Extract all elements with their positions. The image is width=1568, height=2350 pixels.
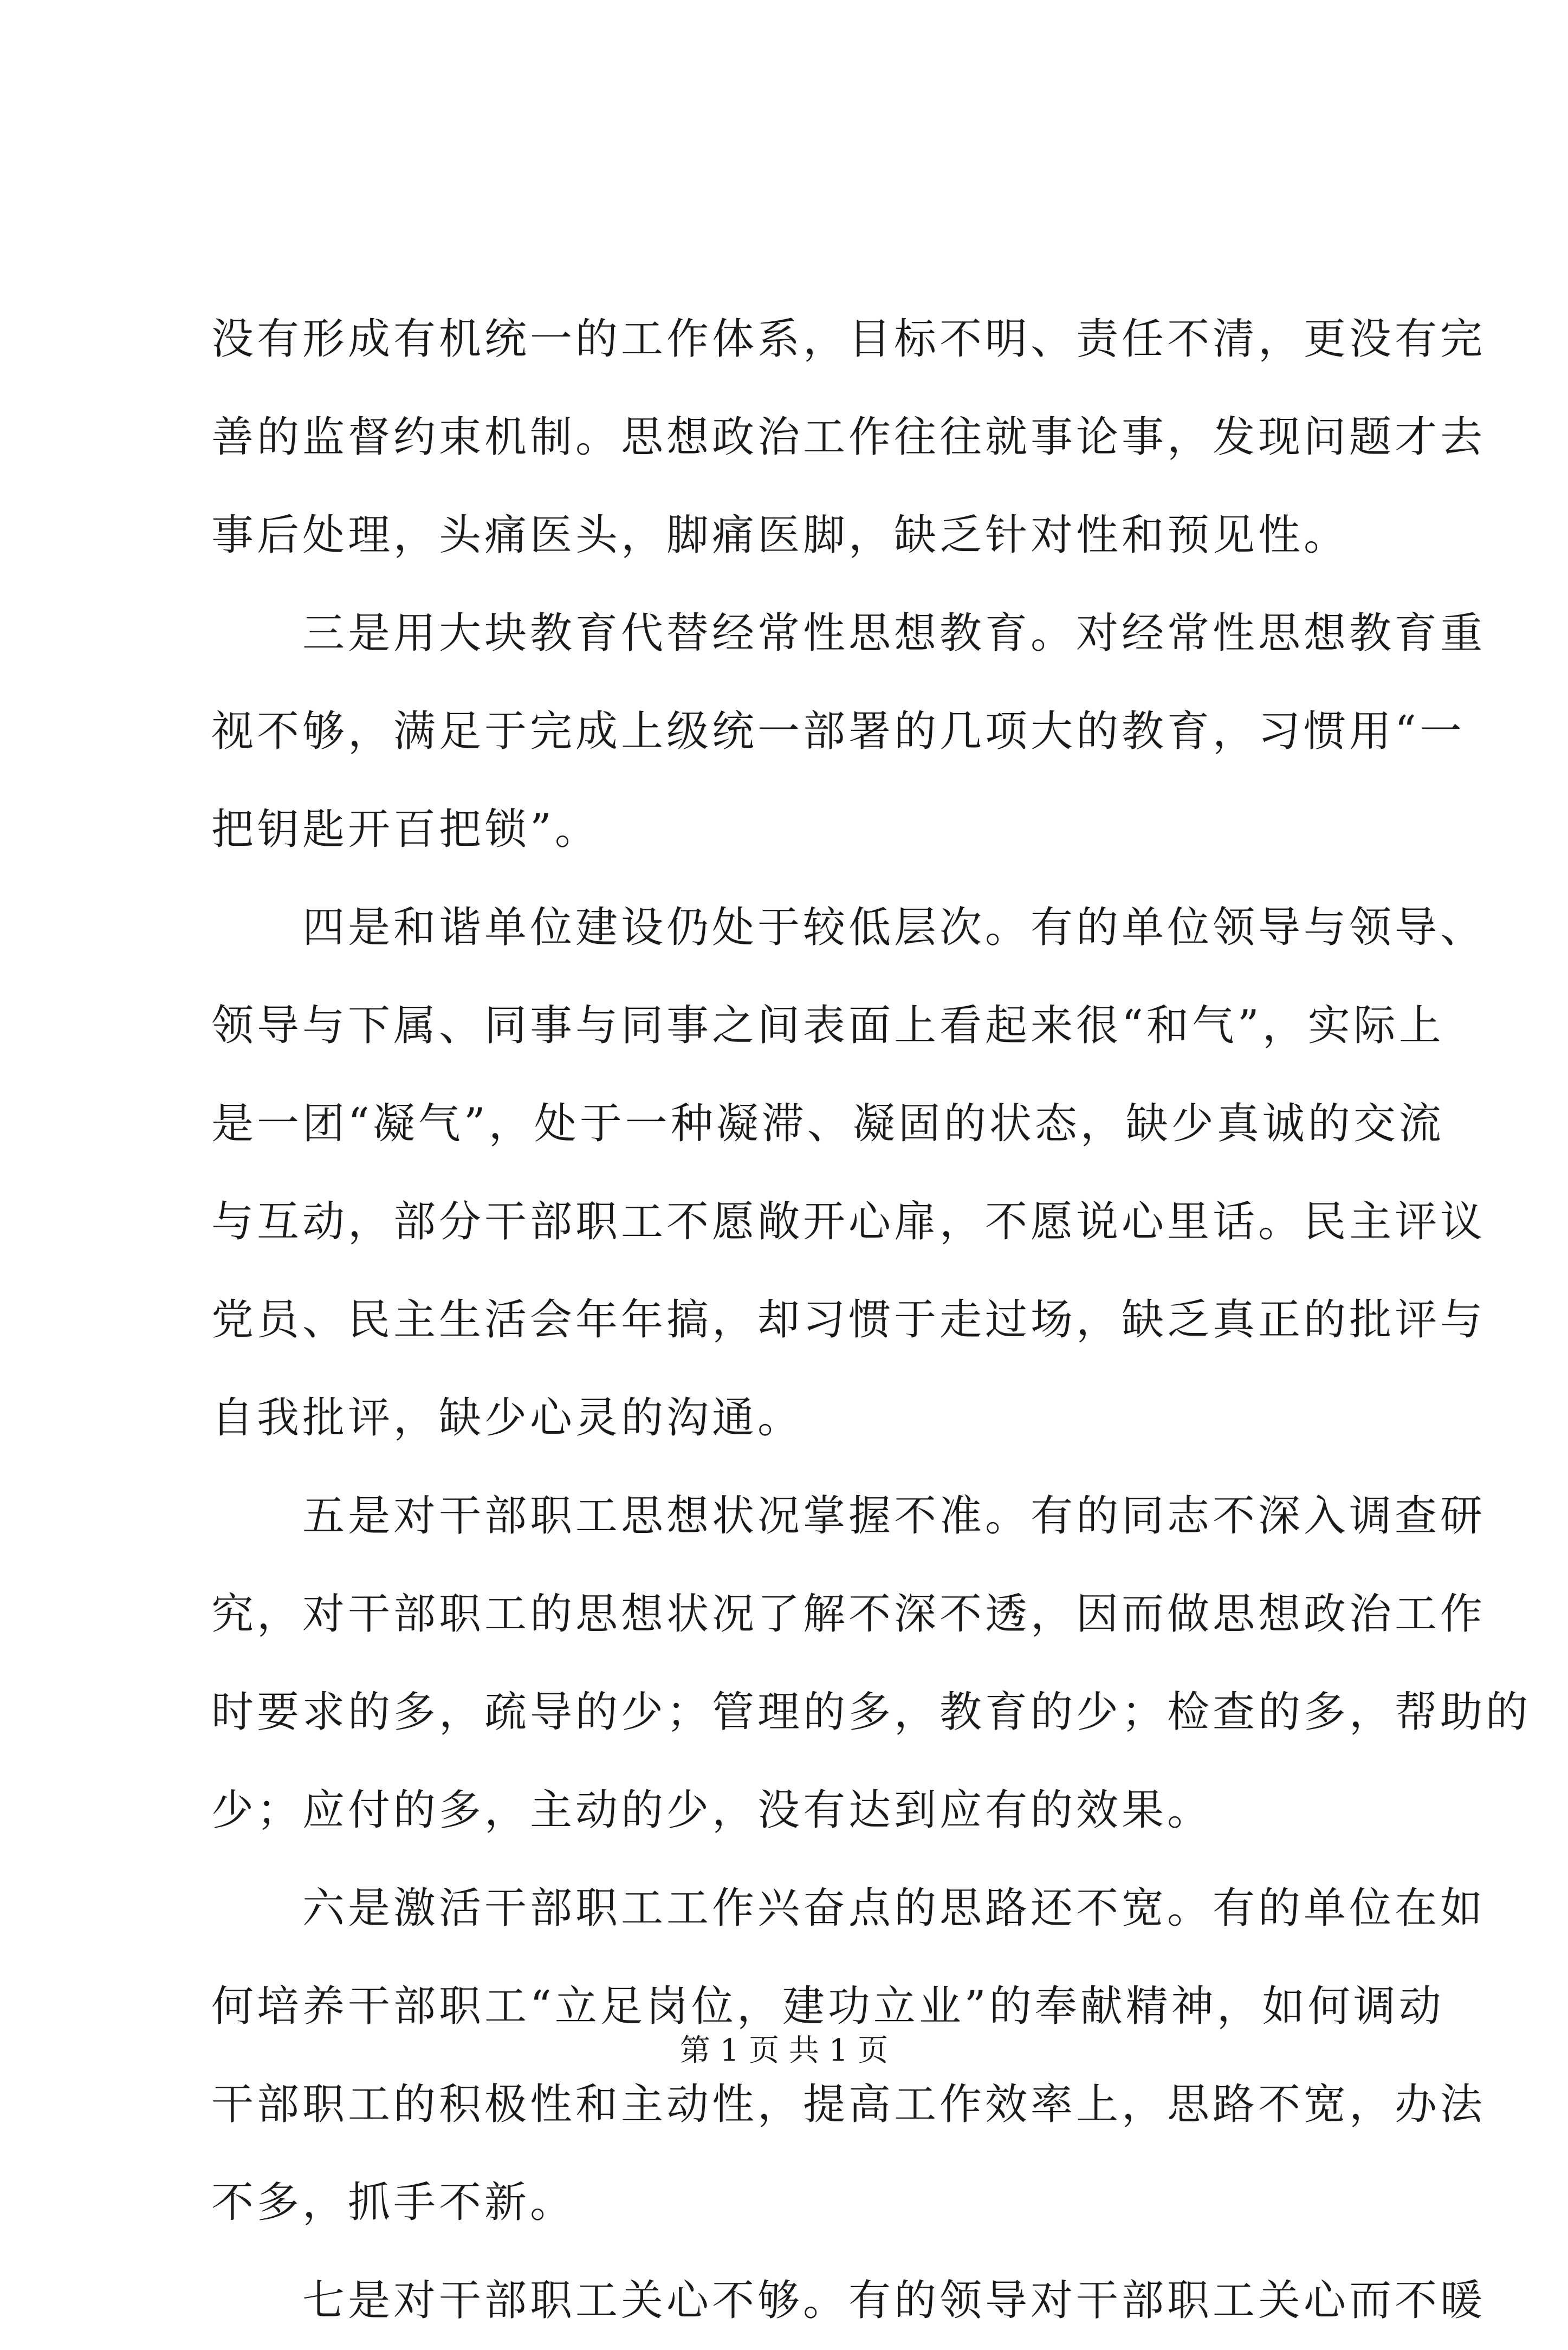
text-line: 是一团“凝气”，处于一种凝滞、凝固的状态，缺少真诚的交流	[211, 1099, 1444, 1148]
text-line: 没有形成有机统一的工作体系，目标不明、责任不清，更没有完	[211, 315, 1486, 364]
page-footer: 第 1 页 共 1 页	[679, 2033, 889, 2068]
text-line: 把钥匙开百把锁”。	[211, 805, 600, 854]
paragraph-start-line: 七是对干部职工关心不够。有的领导对干部职工关心而不暖	[302, 2276, 1486, 2325]
text-line: 自我批评，缺少心灵的沟通。	[211, 1394, 804, 1442]
text-line: 不多，抓手不新。	[211, 2178, 576, 2227]
text-line: 时要求的多，疏导的少；管理的多，教育的少；检查的多，帮助的	[211, 1688, 1532, 1737]
text-line: 干部职工的积极性和主动性，提高工作效率上，思路不宽，办法	[211, 2080, 1486, 2129]
text-line: 究，对干部职工的思想状况了解不深不透，因而做思想政治工作	[211, 1590, 1486, 1639]
paragraph-start-line: 六是激活干部职工工作兴奋点的思路还不宽。有的单位在如	[302, 1884, 1486, 1933]
text-line: 事后处理，头痛医头，脚痛医脚，缺乏针对性和预见性。	[211, 511, 1350, 560]
text-line: 视不够，满足于完成上级统一部署的几项大的教育，习惯用“一	[211, 707, 1465, 756]
text-line: 党员、民主生活会年年搞，却习惯于走过场，缺乏真正的批评与	[211, 1296, 1486, 1344]
text-line: 善的监督约束机制。思想政治工作往往就事论事，发现问题才去	[211, 413, 1486, 462]
text-line: 领导与下属、同事与同事之间表面上看起来很“和气”，实际上	[211, 1001, 1444, 1050]
text-line: 少；应付的多，主动的少，没有达到应有的效果。	[211, 1786, 1213, 1835]
text-line: 与互动，部分干部职工不愿敞开心扉，不愿说心里话。民主评议	[211, 1197, 1486, 1246]
paragraph-start-line: 三是用大块教育代替经常性思想教育。对经常性思想教育重	[302, 609, 1486, 658]
text-line: 何培养干部职工“立足岗位，建功立业”的奉献精神，如何调动	[211, 1982, 1444, 2031]
paragraph-start-line: 五是对干部职工思想状况掌握不准。有的同志不深入调查研	[302, 1492, 1486, 1540]
paragraph-start-line: 四是和谐单位建设仍处于较低层次。有的单位领导与领导、	[302, 903, 1486, 952]
